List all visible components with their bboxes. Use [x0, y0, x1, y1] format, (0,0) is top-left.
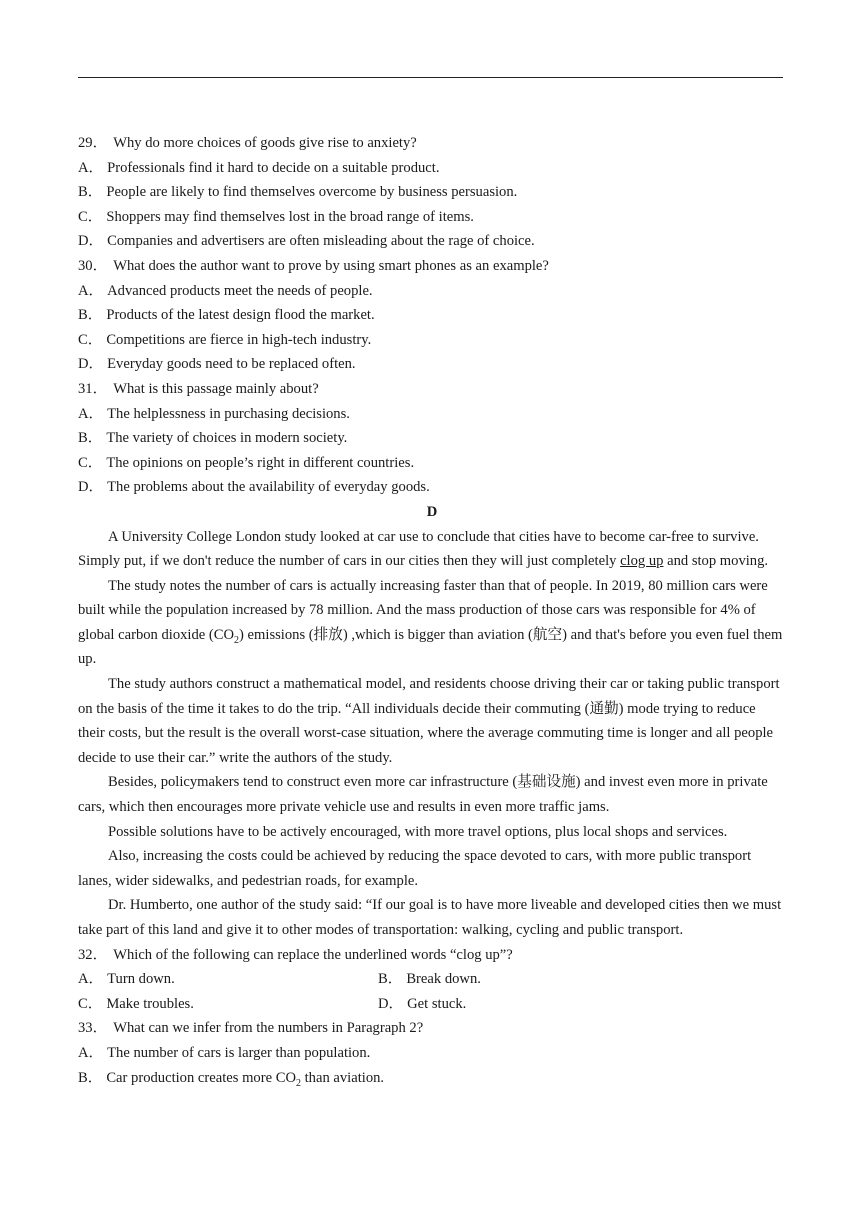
page-content: [78, 131, 786, 1090]
question-33: [78, 1016, 786, 1041]
option-a: [78, 402, 786, 427]
passage-paragraph-4: Besides, policymakers tend to construct even more car infrastructure (基础设施) and invest even more in private cars, which then encourages more private vehicle use and results in even more traffic jams.: [78, 774, 768, 816]
option-letter: A．: [78, 159, 104, 176]
paragraph-text: and stop moving.: [663, 553, 769, 570]
option-a: [78, 967, 378, 992]
option-b: [78, 426, 786, 451]
subscript: 2: [295, 1077, 301, 1089]
option-text: Get stuck.: [407, 995, 467, 1012]
question-text: What does the author want to prove by using smart phones as an example?: [113, 257, 549, 274]
question-text: What is this passage mainly about?: [113, 380, 319, 397]
question-text: Why do more choices of goods give rise to anxiety?: [113, 135, 417, 151]
option-d: [78, 352, 786, 377]
option-letter: C．: [78, 208, 103, 225]
option-text: Turn down.: [107, 971, 175, 988]
section-title: D: [426, 503, 438, 520]
paragraph-text: ) emissions (排放) ,which is bigger than aviation (航空) and that's before you even fuel them up.: [78, 626, 783, 668]
option-text: The variety of choices in modern society.: [106, 430, 348, 447]
option-a: [78, 279, 786, 304]
option-text: The problems about the availability of everyday goods.: [107, 479, 430, 496]
option-letter: B．: [78, 184, 103, 201]
question-30: [78, 254, 786, 279]
option-letter: C．: [78, 331, 103, 348]
option-letter: D．: [78, 479, 104, 496]
question-number: 33．: [78, 1020, 108, 1037]
passage-paragraph-5: Possible solutions have to be actively encouraged, with more travel options, plus local shops and services.: [108, 823, 728, 840]
option-b: [378, 967, 678, 992]
passage-paragraph-1: [78, 525, 786, 574]
question-number: 31．: [78, 380, 108, 397]
question-32: [78, 943, 786, 968]
option-letter: B．: [78, 1069, 103, 1086]
passage-paragraph-3: The study authors construct a mathematical model, and residents choose driving their car or taking public transport on the basis of the time it takes to do the trip. “All individuals decide their commuting (通勤) mode trying to reduce their costs, but the result is the overall worst-case situation, where the average commuting time is longer and all people decide to use their car.” write the authors of the study.: [78, 676, 780, 766]
question-text: What can we infer from the numbers in Paragraph 2?: [113, 1020, 424, 1037]
header-rule: [78, 77, 783, 78]
option-text: Break down.: [406, 971, 481, 988]
option-letter: A．: [78, 282, 104, 299]
option-text: People are likely to find themselves overcome by business persuasion.: [106, 184, 518, 201]
option-text: Professionals find it hard to decide on a suitable product.: [107, 159, 440, 176]
option-b: [78, 303, 786, 328]
option-letter: B．: [78, 430, 103, 447]
option-letter: A．: [78, 971, 104, 988]
option-d: [78, 229, 786, 254]
option-c: [78, 451, 786, 476]
option-text: The number of cars is larger than population.: [107, 1044, 371, 1061]
passage-paragraph-2: [78, 574, 786, 672]
option-letter: D．: [78, 356, 104, 373]
option-c: [78, 992, 378, 1017]
question-number: 29．: [78, 135, 108, 151]
option-a: [78, 1041, 786, 1066]
question-text: Which of the following can replace the underlined words “clog up”?: [113, 946, 513, 963]
underlined-phrase: clog up: [620, 553, 664, 570]
option-letter: D．: [78, 233, 104, 250]
question-29: [78, 131, 786, 156]
passage-paragraph-7: Dr. Humberto, one author of the study said: “If our goal is to have more liveable and developed cities then we must take part of this land and give it to other modes of transportation: walking, cycling and public transport.: [78, 897, 782, 938]
option-letter: B．: [378, 971, 403, 988]
option-text: than aviation.: [300, 1069, 385, 1086]
option-text: Shoppers may find themselves lost in the broad range of items.: [106, 208, 474, 225]
option-letter: A．: [78, 1044, 104, 1061]
option-text: The helplessness in purchasing decisions.: [107, 405, 350, 422]
passage-paragraph-6: Also, increasing the costs could be achieved by reducing the space devoted to cars, with more public transport lanes, wider sidewalks, and pedestrian roads, for example.: [78, 848, 752, 889]
options-row: [78, 967, 786, 992]
question-number: 32．: [78, 946, 108, 963]
option-text: Advanced products meet the needs of people.: [107, 282, 373, 299]
option-text: Make troubles.: [106, 995, 194, 1012]
option-a: [78, 156, 786, 181]
option-letter: A．: [78, 405, 104, 422]
option-text: Car production creates more CO: [106, 1069, 296, 1086]
option-letter: C．: [78, 454, 103, 471]
subscript: 2: [234, 634, 240, 646]
paragraph-text: The study notes the number of cars is actually increasing faster than that of people. In 2019, 80 million cars were built while the population increased by 78 million. And the mass production of those cars was responsible for 4% of global carbon dioxide (CO: [78, 577, 768, 643]
option-c: [78, 205, 786, 230]
paragraph-text: A University College London study looked at car use to conclude that cities have to become car-free to survive. Simply put, if we don't reduce the number of cars in our cities then they will just completely: [78, 528, 759, 570]
question-number: 30．: [78, 257, 108, 274]
option-text: Companies and advertisers are often misleading about the rage of choice.: [107, 233, 535, 250]
option-b: [78, 180, 786, 205]
question-31: [78, 377, 786, 402]
option-d: [78, 475, 786, 500]
option-text: Competitions are fierce in high-tech industry.: [106, 331, 372, 348]
option-letter: C．: [78, 995, 103, 1012]
option-letter: D．: [378, 995, 404, 1012]
option-d: [378, 992, 678, 1017]
options-row: [78, 992, 786, 1017]
option-text: Everyday goods need to be replaced often.: [107, 356, 356, 373]
option-text: Products of the latest design flood the market.: [106, 307, 375, 324]
option-b: [78, 1066, 786, 1091]
option-letter: B．: [78, 307, 103, 324]
option-text: The opinions on people’s right in different countries.: [106, 454, 415, 471]
option-c: [78, 328, 786, 353]
